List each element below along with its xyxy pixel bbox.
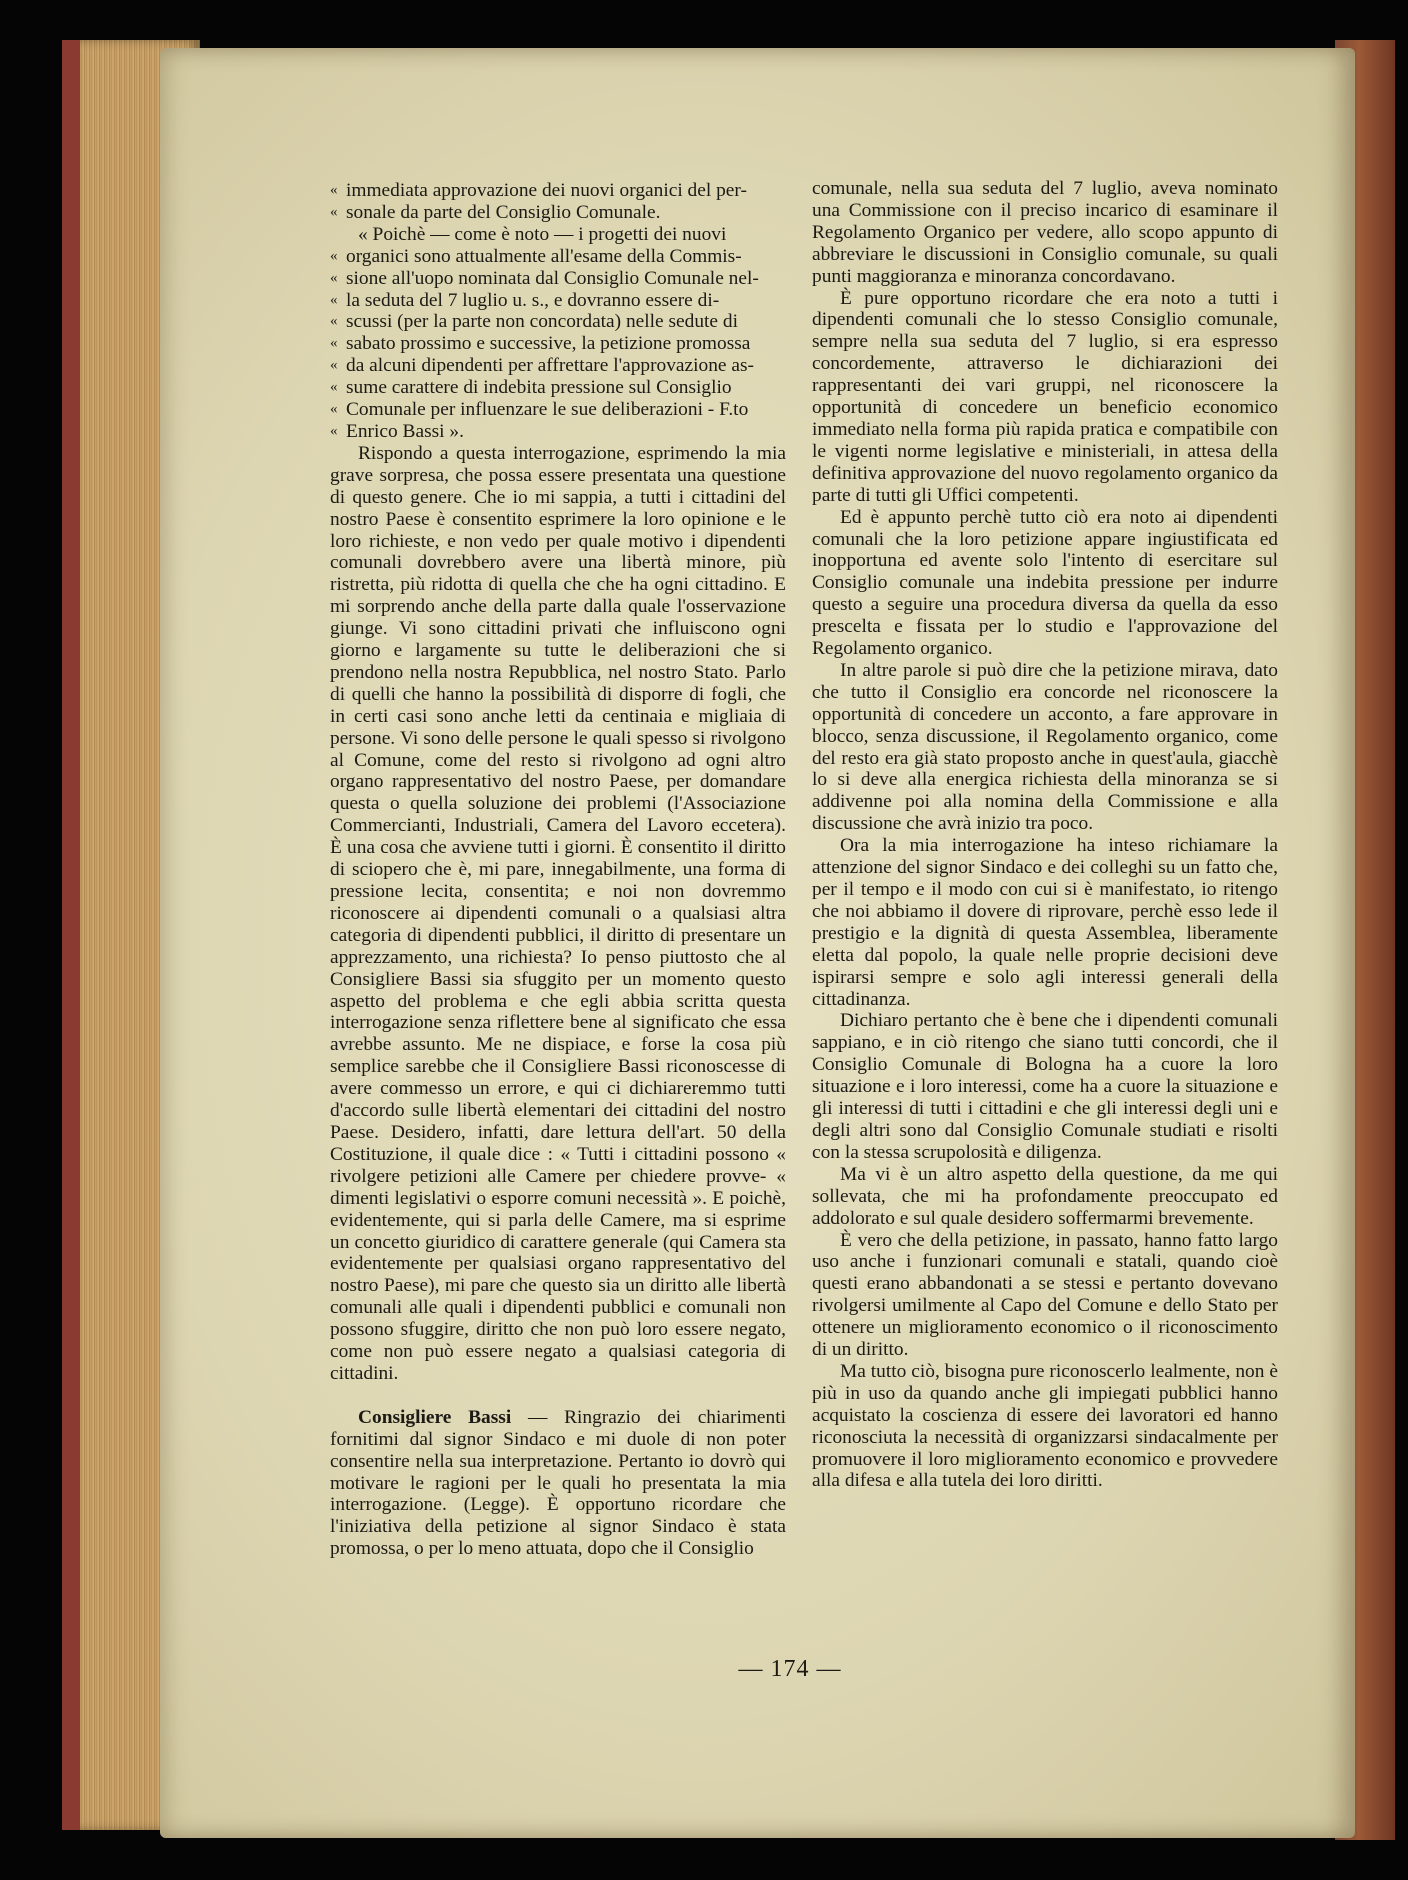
quote-line: « la seduta del 7 luglio u. s., e dovranno essere di- [330, 290, 786, 312]
quote-line: « Comunale per influenzare le sue deliberazioni - F.to [330, 399, 786, 421]
speaker-paragraph [330, 1407, 786, 1560]
quote-line: « organici sono attualmente all'esame della Commis- [330, 246, 786, 268]
body-paragraph: comunale, nella sua seduta del 7 luglio, aveva nominato una Commissione con il preciso incarico di esaminare il Regolamento Organico per vedere, allo scopo appunto di abbreviare le discussioni in Consiglio comunale, su quali punti maggioranza e minoranza concordavano. [812, 178, 1278, 287]
quote-line: « da alcuni dipendenti per affrettare l'approvazione as- [330, 355, 786, 377]
body-paragraph: È vero che della petizione, in passato, hanno fatto largo uso anche i funzionari comunali e statali, quando cioè questi erano abbandonati a se stessi e pertanto dovevano rivolgersi umilmente al Capo del Comune e dello Stato per ottenere un miglioramento economico o il riconoscimento di un diritto. [812, 1229, 1278, 1361]
quote-line: « immediata approvazione dei nuovi organici del per- [330, 180, 786, 202]
page-number: — 174 — [738, 1656, 842, 1682]
quote-line: « Enrico Bassi ». [330, 421, 786, 443]
body-paragraph: È pure opportuno ricordare che era noto a tutti i dipendenti comunali che lo stesso Consiglio comunale, sempre nella sua seduta del 7 luglio, si era espresso concordemente, attraverso le dichiarazioni dei rappresentanti dei vari gruppi, nel riconoscere la opportunità di concedere un beneficio economico immediato nella forma più rapida pratica e compatibile con le vigenti norme legislative e ministeriali, in attesa della definitiva approvazione del nuovo regolamento organico da parte di tutti gli Uffici competenti. [812, 287, 1278, 506]
quoted-text [330, 180, 786, 224]
quote-line: « scussi (per la parte non concordata) nelle sedute di [330, 311, 786, 333]
speaker-name: Consigliere Bassi [358, 1406, 512, 1428]
left-column [330, 180, 786, 1560]
quote-paragraph-start: « Poichè — come è noto — i progetti dei nuovi [358, 223, 727, 245]
quote-line: « sione all'uopo nominata dal Consiglio Comunale nel- [330, 268, 786, 290]
quote-line: « sonale da parte del Consiglio Comunale. [330, 202, 786, 224]
body-paragraph: Ora la mia interrogazione ha inteso richiamare la attenzione del signor Sindaco e dei colleghi su un fatto che, per il tempo e il modo con cui si è manifestato, io ritengo che noi abbiamo il dovere di riprovare, perchè esso lede il prestigio e la dignità di questa Assemblea, liberamente eletta dal popolo, la quale nelle proprie decisioni deve ispirarsi sempre e solo agli interessi generali della cittadinanza. [812, 835, 1278, 1010]
quoted-text [330, 246, 786, 443]
body-paragraph: Ma tutto ciò, bisogna pure riconoscerlo lealmente, non è più in uso da quando anche gli impiegati pubblici hanno acquistato la coscienza di essere dei lavoratori ed hanno riconosciuta la necessità di organizzarsi sindacalmente per promuovere il loro miglioramento economico e provvedere alla difesa e alla tutela dei loro diritti. [812, 1360, 1278, 1492]
quote-line: « sume carattere di indebita pressione sul Consiglio [330, 377, 786, 399]
body-paragraph: Rispondo a questa interrogazione, esprimendo la mia grave sorpresa, che possa essere presentata una questione di questo genere. Che io mi sappia, a tutti i cittadini del nostro Paese è consentito esprimere la loro opinione e le loro richieste, e non vedo per quale motivo i dipendenti comunali dovrebbero avere una libertà minore, più ristretta, più ridotta di quella che che ha ogni cittadino. E mi sorprendo anche della parte dalla quale l'osservazione giunge. Vi sono cittadini privati che influiscono ogni giorno e largamente su tutte le deliberazioni che si prendono nella nostra Repubblica, nel nostro Stato. Parlo di quelli che hanno la possibilità di disporre di fogli, che in certi casi sono anche letti da centinaia e migliaia di persone. Vi sono delle persone le quali spesso si rivolgono al Comune, come del resto si rivolgono ad ogni altro organo rappresentativo del nostro Paese, per domandare questa o quella soluzione dei problemi (l'Associazione Commercianti, Industriali, Camera del Lavoro eccetera). È una cosa che avviene tutti i giorni. È consentito il diritto di sciopero che è, mi pare, innegabilmente, una forma di pressione lecita, consentita; e noi non dovremmo riconoscere ai dipendenti comunali o a qualsiasi altra categoria di dipendenti pubblici, il diritto di presentare un apprezzamento, una richiesta? Io penso piuttosto che al Consigliere Bassi sia sfuggito per un momento questo aspetto del problema e che egli abbia scritta questa interrogazione senza riflettere bene al significato che essa avrebbe assunto. Me ne dispiace, e forse la cosa più semplice sarebbe che il Consigliere Bassi riconoscesse di avere commesso un errore, e qui ci dichiareremmo tutti d'accordo sulle libertà elementari dei cittadini del nostro Paese. Desidero, infatti, dare lettura dell'art. 50 della Costituzione, il quale dice : « Tutti i cittadini possono « rivolgere petizioni alle Camere per chiedere provve- « dimenti legislativi o esporre comuni necessità ». E poichè, evidentemente, qui si parla delle Camere, ma si esprime un concetto giuridico di carattere generale (qui Camera sta evidentemente per qualsiasi organo rappresentativo del nostro Paese), mi pare che questo sia un diritto alle libertà comunali alle quali i dipendenti pubblici e comunali non possono sfuggire, diritto che non può loro essere negato, come non può essere negato a qualsiasi categoria di cittadini. [330, 442, 786, 1384]
right-column [812, 178, 1278, 1492]
speaker-text: — Ringrazio dei chiarimenti fornitimi dal signor Sindaco e mi duole di non poter consentire nella sua interpretazione. Pertanto io dovrò qui motivare le ragioni per le quali ho presentata la mia interrogazione. (Legge). È opportuno ricordare che l'iniziativa della petizione al signor Sindaco è stata promossa, o per lo meno attuata, dopo che il Consiglio [330, 1406, 786, 1560]
body-paragraph: In altre parole si può dire che la petizione mirava, dato che tutto il Consiglio era concorde nel riconoscere la opportunità di concedere un acconto, a fare approvare in blocco, senza discussione, il Regolamento organico, come del resto era già stato proposto anche in quest'aula, giacchè lo si deve alla energica richiesta della minoranza se si addivenne poi alla nomina della Commissione e alla discussione che avrà inizio tra poco. [812, 659, 1278, 835]
quote-line: « sabato prossimo e successive, la petizione promossa [330, 333, 786, 355]
body-paragraph: Ed è appunto perchè tutto ciò era noto ai dipendenti comunali che la loro petizione appare ingiustificata ed inopportuna ed avente solo l'intento di esercitare sul Consiglio comunale una indebita pressione per indurre questo a seguire una procedura diversa da quella da esso prescelta e fissata per lo studio e l'approvazione del Regolamento organico. [812, 506, 1278, 660]
body-paragraph: Dichiaro pertanto che è bene che i dipendenti comunali sappiano, e in ciò ritengo che siano tutti concordi, che il Consiglio Comunale di Bologna ha a cuore la loro situazione e i loro interessi, come ha a cuore la situazione e gli interessi di tutti i cittadini e che gli interessi degli uni e degli altri sono dal Consiglio Comunale studiati e risolti con la stessa scrupolosità e diligenza. [812, 1010, 1278, 1163]
body-paragraph: Ma vi è un altro aspetto della questione, da me qui sollevata, che mi ha profondamente preoccupato ed addolorato e sul quale desidero soffermarmi brevemente. [812, 1163, 1278, 1229]
